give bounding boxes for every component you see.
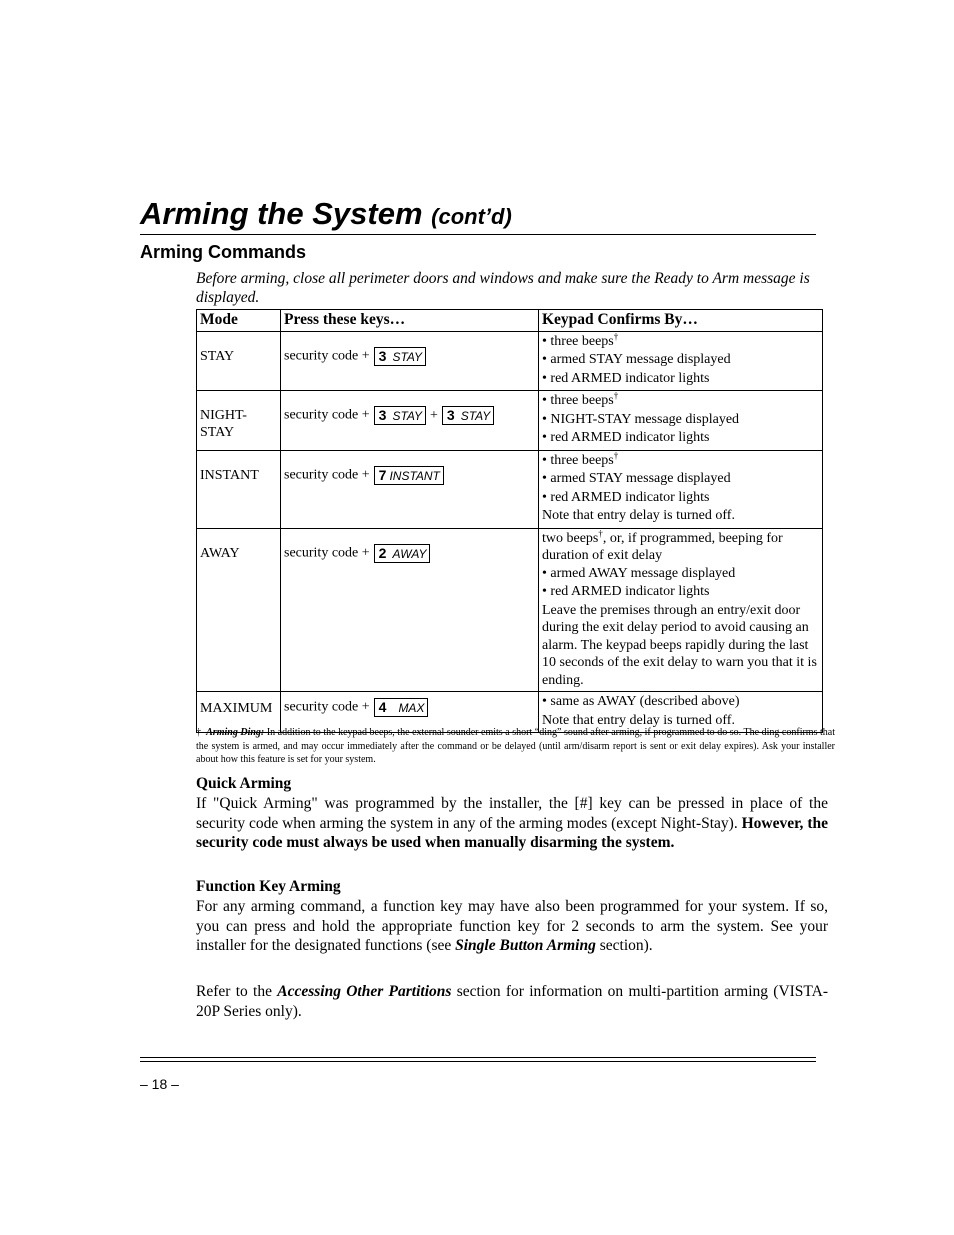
function-key-text: For any arming command, a function key may have also been programmed for your system. If so, you can press and hold the appropriate function key for 2 seconds to arm the system. See your installer for the designated functions (see	[196, 898, 828, 954]
footnote-label: Arming Ding:	[206, 727, 265, 738]
mode-cell: MAXIMUM	[197, 692, 281, 733]
title-rule	[140, 234, 816, 235]
key-digit: 3	[378, 347, 387, 364]
confirm-line: • red ARMED indicator lights	[542, 584, 710, 599]
refer-emphasis: Accessing Other Partitions	[277, 983, 452, 1000]
key-digit: 3	[446, 407, 455, 423]
confirm-note: Note that entry delay is turned off.	[542, 712, 735, 728]
key-combo	[442, 406, 494, 425]
security-code-text: security code +	[284, 545, 370, 561]
confirm-line: • same as AWAY (described above)	[542, 694, 740, 709]
quick-arming-paragraph	[196, 794, 828, 853]
title-suffix: (cont’d)	[431, 204, 512, 229]
table-row	[197, 528, 823, 692]
key-digit: 2	[378, 544, 387, 561]
key-combo	[374, 544, 431, 563]
footnote-symbol: †	[196, 727, 202, 738]
key-word: MAX	[398, 701, 425, 715]
table-row	[197, 331, 823, 391]
function-key-emphasis: Single Button Arming	[455, 937, 596, 954]
arming-commands-table	[196, 309, 823, 733]
keys-cell	[281, 450, 539, 528]
dagger-mark: †	[613, 449, 619, 460]
confirm-line: • armed STAY message displayed	[542, 352, 731, 367]
refer-text-end: section for information on multi-partition arming (VISTA-20P Series only).	[196, 983, 829, 1020]
title-main: Arming the System	[140, 196, 423, 231]
plus-sign: +	[430, 407, 438, 423]
key-word: STAY	[460, 409, 491, 423]
footnote-text: In addition to the keypad beeps, the external sounder emits a short “ding” sound after arming, if programmed to do so. The ding confirms that the system is armed, and may occur immediately after the command or be delayed (until arm/disarm report is sent or exit delay expires). Ask your installer about how this feature is set for your system.	[196, 727, 836, 766]
confirm-line: • red ARMED indicator lights	[542, 430, 710, 445]
key-word: STAY	[392, 409, 422, 423]
table-row	[197, 450, 823, 528]
function-key-paragraph	[196, 897, 828, 956]
refer-text: Refer to the	[196, 983, 272, 1000]
confirm-line	[542, 330, 819, 352]
confirm-text: • three beeps	[542, 333, 614, 349]
mode-line: NIGHT-	[200, 408, 247, 423]
confirms-cell	[539, 331, 823, 391]
security-code-text: security code +	[284, 699, 370, 715]
column-header-confirms: Keypad Confirms By…	[539, 310, 823, 332]
table-header-row	[197, 310, 823, 332]
section-heading: Arming Commands	[140, 242, 307, 262]
quick-arming-text: If "Quick Arming" was programmed by the installer, the [#] key can be pressed in place of the security code when arming the system in any of the arming modes (except Night-Stay).	[196, 795, 828, 832]
confirm-line: • red ARMED indicator lights	[542, 489, 710, 505]
key-digit: 7	[378, 466, 387, 483]
key-combo	[374, 347, 426, 366]
keys-cell	[281, 331, 539, 391]
confirm-note: Leave the premises through an entry/exit door during the exit delay period to avoid causing an alarm. The keypad beeps rapidly during the last 10 seconds of the exit delay to warn you that it is ending.	[542, 602, 817, 688]
dagger-mark: †	[598, 527, 603, 538]
confirms-cell	[539, 528, 823, 692]
mode-cell: AWAY	[197, 528, 281, 692]
confirm-text: two beeps	[542, 530, 599, 546]
key-combo	[374, 698, 429, 717]
key-digit: 4	[378, 699, 387, 715]
confirm-line: • armed AWAY message displayed	[542, 565, 736, 581]
confirm-line	[542, 527, 819, 565]
confirms-cell	[539, 391, 823, 451]
confirm-text: • three beeps	[542, 452, 614, 468]
keys-cell	[281, 391, 539, 451]
key-combo	[374, 406, 426, 425]
refer-paragraph	[196, 982, 828, 1021]
column-header-keys: Press these keys…	[281, 310, 539, 332]
confirm-line: • NIGHT-STAY message displayed	[542, 411, 740, 427]
function-key-heading: Function Key Arming	[196, 878, 341, 895]
footnote	[196, 726, 835, 767]
key-combo	[374, 466, 444, 485]
page-title	[140, 196, 512, 232]
security-code-text: security code +	[284, 407, 370, 423]
security-code-text: security code +	[284, 348, 370, 364]
mode-line: STAY	[200, 425, 235, 440]
quick-arming-warning: However, the security code must always be used when manually disarming the system.	[196, 814, 828, 851]
page-number: – 18 –	[140, 1076, 179, 1092]
function-key-text-end: section).	[599, 937, 653, 954]
mode-cell: STAY	[197, 331, 281, 391]
mode-cell	[197, 391, 281, 451]
column-header-mode: Mode	[197, 310, 281, 332]
confirm-line	[542, 449, 819, 471]
confirm-line	[542, 392, 819, 411]
dagger-mark: †	[613, 330, 619, 341]
dagger-mark: †	[613, 390, 619, 401]
quick-arming-heading: Quick Arming	[196, 775, 292, 792]
key-word: STAY	[392, 349, 422, 364]
key-digit: 3	[378, 407, 387, 423]
key-word: AWAY	[392, 546, 427, 561]
confirm-text: • three beeps	[542, 393, 614, 408]
intro-text: Before arming, close all perimeter doors and windows and make sure the Ready to Arm message is displayed.	[196, 270, 810, 306]
security-code-text: security code +	[284, 467, 370, 483]
table-row	[197, 391, 823, 451]
footer-rule	[140, 1057, 816, 1062]
confirm-line: • red ARMED indicator lights	[542, 370, 710, 386]
confirm-note: Note that entry delay is turned off.	[542, 508, 735, 523]
keys-cell	[281, 528, 539, 692]
confirm-text: , or, if programmed, beeping for duration of exit delay	[542, 530, 783, 563]
key-word: INSTANT	[389, 468, 440, 483]
confirms-cell	[539, 450, 823, 528]
confirm-line: • armed STAY message displayed	[542, 471, 731, 486]
mode-cell: INSTANT	[197, 450, 281, 528]
